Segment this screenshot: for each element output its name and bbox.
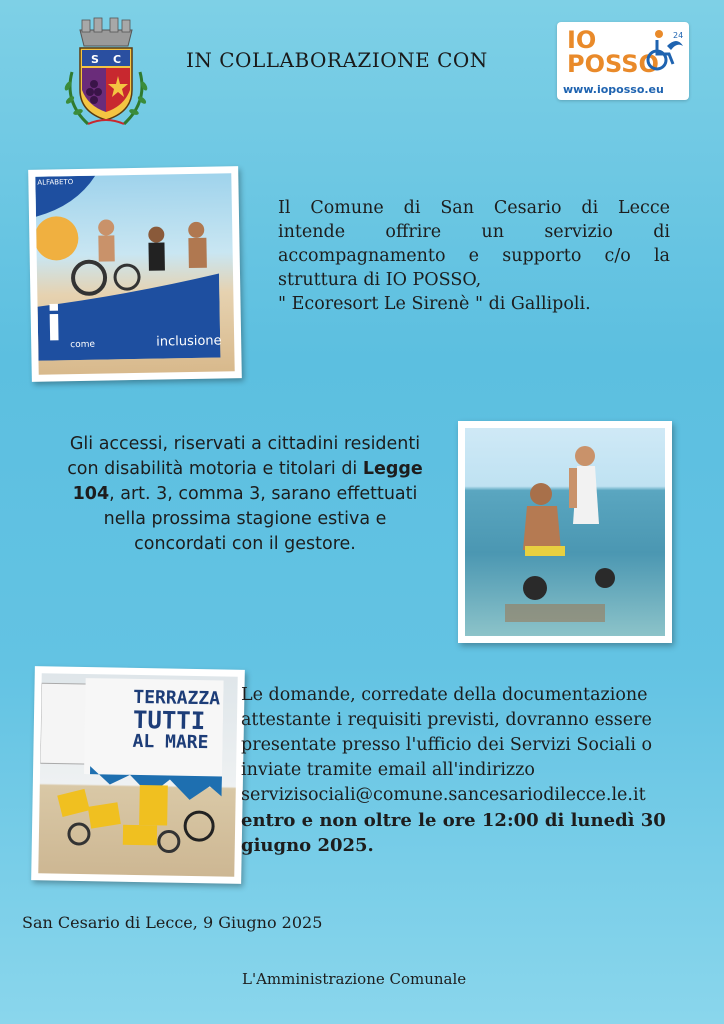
- inclusione-label: inclusione: [156, 333, 222, 350]
- access-requirements: [62, 432, 428, 557]
- contact-email[interactable]: servizisociali@comune.sancesariodilecce.le.it: [241, 785, 646, 805]
- crest-letter-s: S: [91, 53, 99, 66]
- wheelchair-wave-icon: [639, 28, 685, 74]
- p1-line: " Ecoresort Le Sirenè " di Gallipoli.: [278, 294, 591, 314]
- application-instructions: [241, 683, 711, 858]
- photo-sea: [458, 421, 672, 643]
- io-posso-logo[interactable]: [557, 22, 689, 100]
- sign-line: TUTTI: [132, 705, 206, 736]
- p2-text-a: Gli accessi, riservati a cittadini residenti con disabilità motoria e titolari di: [67, 434, 421, 479]
- svg-text:24: 24: [673, 31, 684, 40]
- header-title: IN COLLABORAZIONE CON: [186, 48, 488, 72]
- municipal-crest: [58, 12, 154, 134]
- p1-line: accompagnamento e supporto c/o la: [278, 246, 670, 266]
- logo-url[interactable]: www.ioposso.eu: [563, 83, 664, 96]
- sign-line: AL MARE: [132, 730, 209, 754]
- service-description: [278, 196, 670, 316]
- come-label: come: [70, 339, 96, 351]
- sign-line: TERRAZZA: [133, 686, 221, 710]
- crest-letter-c: C: [113, 53, 122, 66]
- logo-name-top: IO: [567, 26, 597, 54]
- p2-text-b: , art. 3, comma 3, sarano effettuati nella prossima stagione estiva e concordati con il gestore.: [103, 484, 418, 554]
- alfabeto-label: ALFABETO: [37, 178, 74, 187]
- p1-line: Il Comune di San Cesario di Lecce: [278, 198, 670, 218]
- big-letter-i: i: [45, 296, 63, 353]
- photo-inclusione: [28, 166, 242, 382]
- legge-104: Legge 104: [72, 459, 423, 504]
- p3-text: Le domande, corredate della documentazione attestante i requisiti previsti, dovranno essere presentate presso l'ufficio dei Servizi Sociali o inviate tramite email all'indirizzo: [241, 685, 653, 780]
- signature: L'Amministrazione Comunale: [242, 970, 467, 988]
- p1-line: intende offrire un servizio di: [278, 222, 670, 242]
- deadline: entro e non oltre le ore 12:00 di lunedì 30 giugno 2025.: [241, 810, 666, 856]
- place-date: San Cesario di Lecce, 9 Giugno 2025: [22, 913, 323, 932]
- logo-name-bottom: POSSO: [567, 50, 659, 78]
- photo-terrazza: [31, 666, 245, 884]
- p1-line: struttura di IO POSSO,: [278, 270, 482, 290]
